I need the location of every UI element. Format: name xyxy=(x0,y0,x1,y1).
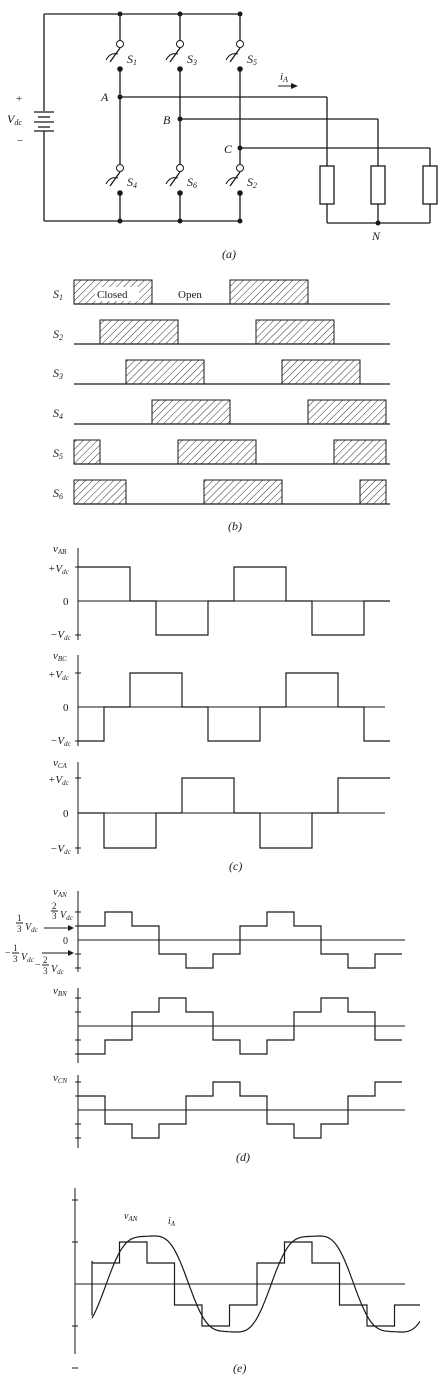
switch-timing-chart xyxy=(74,280,390,504)
svg-text:−: − xyxy=(35,960,41,971)
svg-text:1: 1 xyxy=(17,913,22,923)
caption-d: (d) xyxy=(236,1150,250,1164)
van-level-labels xyxy=(5,901,74,976)
vbn-label: vBN xyxy=(53,985,67,998)
vca-bottom-label: −Vdc xyxy=(50,843,71,856)
svg-text:3: 3 xyxy=(52,911,57,921)
switch-label-s4: S4 xyxy=(127,175,137,190)
timing-pulse-s6 xyxy=(360,480,386,504)
svg-text:3: 3 xyxy=(17,924,22,934)
svg-text:3: 3 xyxy=(43,966,48,976)
line-to-neutral-voltages xyxy=(75,891,405,1148)
timing-pulse-s4 xyxy=(152,400,230,424)
timing-pulse-s3 xyxy=(282,360,360,384)
inverter-legs xyxy=(106,14,244,221)
open-label: Open xyxy=(178,289,202,301)
caption-a: (a) xyxy=(222,247,236,261)
timing-label-s3: S3 xyxy=(53,366,63,381)
line-to-line-voltages xyxy=(75,548,390,854)
current-label: iA xyxy=(280,71,288,84)
caption-e: (e) xyxy=(233,1361,247,1375)
vca-label: vCA xyxy=(53,757,67,770)
source-plus: + xyxy=(16,93,23,105)
vcn-label: vCN xyxy=(53,1072,68,1085)
timing-label-s2: S2 xyxy=(53,327,63,342)
load-resistor-b xyxy=(371,166,385,204)
vab-zero-label: 0 xyxy=(63,596,69,608)
ia-curve-label: $i_A$ xyxy=(168,1216,176,1228)
circuit-diagram xyxy=(7,12,437,262)
vbc-label: vBC xyxy=(53,650,67,663)
timing-pulse-s2 xyxy=(256,320,334,344)
dc-source xyxy=(7,14,54,221)
van-label: vAN xyxy=(53,886,67,899)
timing-label-s4: S4 xyxy=(53,406,63,421)
timing-label-s6: S6 xyxy=(53,486,63,501)
timing-pulse-s5 xyxy=(178,440,256,464)
node-a-label: A xyxy=(101,90,109,104)
svg-text:3: 3 xyxy=(13,954,18,964)
switch-label-s2: S2 xyxy=(247,175,257,190)
timing-label-s5: S5 xyxy=(53,446,63,461)
vca-top-label: +Vdc xyxy=(48,774,69,787)
vca-zero-label: 0 xyxy=(63,808,69,820)
source-minus: − xyxy=(17,135,24,147)
vbc-zero-label: 0 xyxy=(63,702,69,714)
node-n-label: N xyxy=(372,229,381,243)
vbc-bottom-label: −Vdc xyxy=(50,735,71,748)
load-resistor-c xyxy=(423,166,437,204)
node-c-label: C xyxy=(224,142,233,156)
svg-text:Vdc: $V_{dc}$ xyxy=(51,964,64,976)
vab-label: vAB xyxy=(53,543,67,556)
closed-label: Closed xyxy=(97,289,128,301)
switch-label-s5: S5 xyxy=(247,52,257,67)
svg-text:1: 1 xyxy=(13,943,18,953)
switch-label-s1: S1 xyxy=(127,52,137,67)
timing-pulse-s6 xyxy=(74,480,126,504)
timing-pulse-s1 xyxy=(230,280,308,304)
svg-text:2: 2 xyxy=(43,955,48,965)
svg-text:−: − xyxy=(5,948,11,959)
source-label: Vdc xyxy=(7,112,22,127)
timing-pulse-s5 xyxy=(334,440,386,464)
svg-text:Vdc: $V_{dc}$ xyxy=(25,922,38,934)
timing-pulse-s2 xyxy=(100,320,178,344)
timing-pulse-s5 xyxy=(74,440,100,464)
load-resistor-a xyxy=(320,166,334,204)
caption-b: (b) xyxy=(228,519,242,533)
switch-label-s3: S3 xyxy=(187,52,197,67)
vab-bottom-label: −Vdc xyxy=(50,629,71,642)
node-b-label: B xyxy=(163,113,171,127)
timing-pulse-s3 xyxy=(126,360,204,384)
timing-label-s1: S1 xyxy=(53,287,63,302)
van-curve-label: $v_{AN}$ xyxy=(124,1211,138,1223)
phase-wiring xyxy=(120,83,437,226)
vbc-top-label: +Vdc xyxy=(48,669,69,682)
svg-text:0: 0 xyxy=(63,936,68,947)
svg-text:2: 2 xyxy=(52,901,57,911)
svg-text:Vdc: $V_{dc}$ xyxy=(21,952,34,964)
timing-pulse-s6 xyxy=(204,480,282,504)
timing-pulse-s4 xyxy=(308,400,386,424)
caption-c: (c) xyxy=(229,859,243,873)
svg-text:Vdc: $V_{dc}$ xyxy=(60,910,73,922)
switch-label-s6: S6 xyxy=(187,175,197,190)
vab-top-label: +Vdc xyxy=(48,563,69,576)
